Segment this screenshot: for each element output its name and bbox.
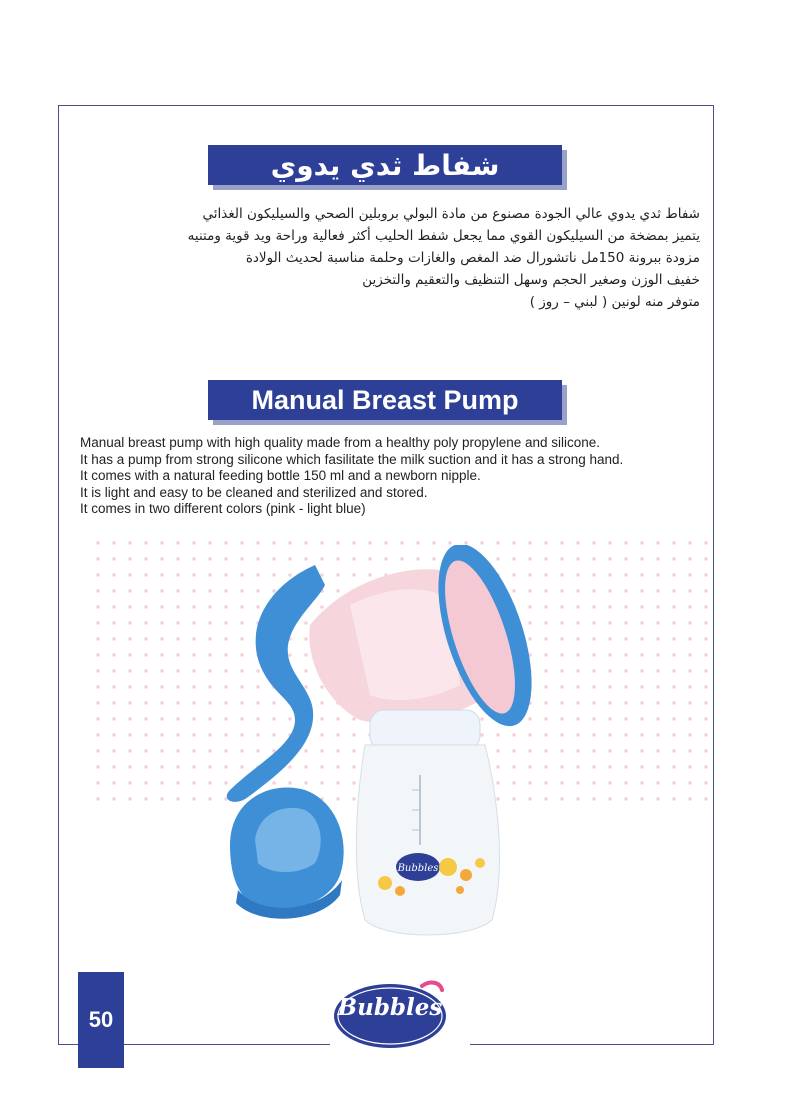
bottle-label: Bubbles — [397, 863, 439, 874]
english-line: It has a pump from strong silicone which fasilitate the milk suction and it has a strong hand. — [80, 451, 624, 467]
bubbles-logo — [330, 974, 450, 1052]
pump-collar — [370, 710, 480, 750]
english-line: Manual breast pump with high quality made from a healthy poly propylene and silicone. — [80, 435, 601, 450]
arabic-line: متوفر منه لونين ( لبني – روز ) — [529, 294, 700, 310]
arabic-line: شفاط ثدي يدوي عالي الجودة مصنوع من مادة البولي بروبلين الصحي والسيليكون الغذائي — [202, 206, 700, 222]
logo-text: Bubbles — [337, 994, 443, 1021]
pump-handle — [227, 565, 325, 802]
english-description — [80, 435, 700, 518]
feeding-bottle — [356, 745, 499, 935]
page-number: 50 — [78, 972, 124, 1068]
arabic-description — [120, 203, 700, 313]
english-line: It is light and easy to be cleaned and sterilized and stored. — [80, 484, 428, 500]
arabic-title: شفاط ثدي يدوي — [208, 145, 562, 185]
arabic-line: يتميز بمضخة من السيليكون القوي مما يجعل شفط الحليب أكثر فعالية وراحة ويد قوية ومتنيه — [187, 228, 700, 244]
english-title: Manual Breast Pump — [208, 380, 562, 420]
breast-pump-image — [200, 545, 580, 945]
arabic-line: مزودة ببرونة 150مل ناتشورال ضد المغص والغازات وحلمة مناسبة لحديث الولادة — [245, 250, 700, 266]
english-line: It comes in two different colors (pink - light blue) — [80, 501, 366, 516]
english-line: It comes with a natural feeding bottle 150 ml and a newborn nipple. — [80, 468, 481, 483]
arabic-line: خفيف الوزن وصغير الحجم وسهل التنظيف والتعقيم والتخزين — [362, 272, 700, 288]
